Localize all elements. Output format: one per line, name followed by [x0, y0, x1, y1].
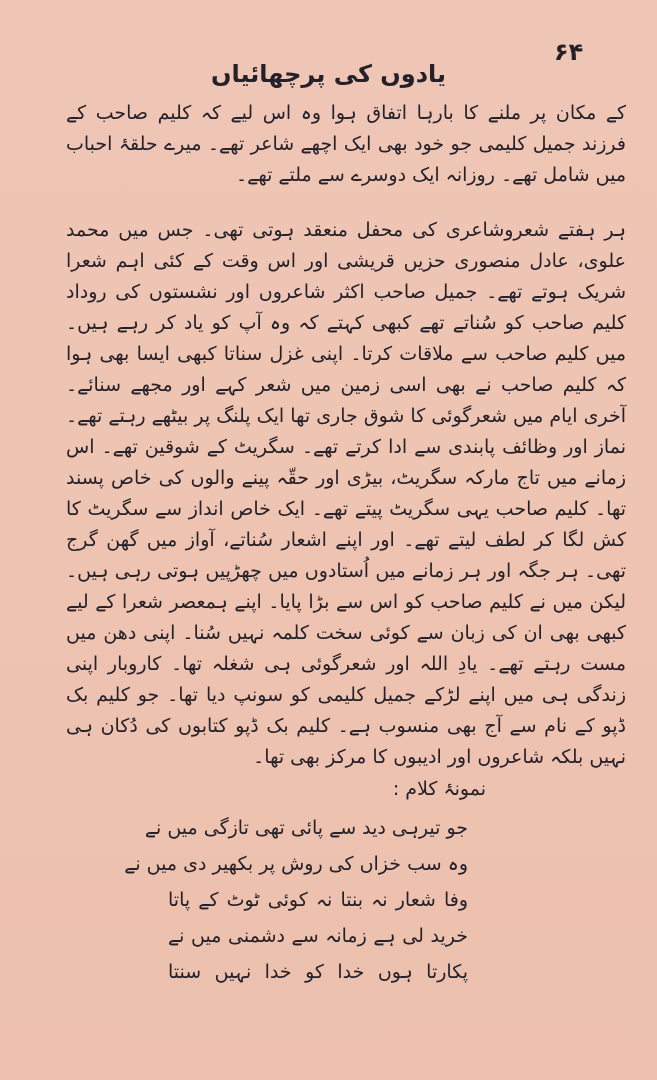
verse-line: وفا شعار نہ بنتا نہ کوئی ٹوٹ کے پاتا [168, 889, 468, 911]
verse-line: جو تیرہی دید سے پائی تھی تازگی میں نے [144, 817, 468, 839]
verse-line: وہ سب خزاں کی روش پر بکھیر دی میں نے [124, 853, 468, 875]
verse-line: پکارتا ہوں خدا کو خدا نہیں سنتا [168, 961, 468, 983]
sample-heading: نمونۂ کلام : [392, 778, 486, 800]
paragraph-1: کے مکان پر ملنے کا بارہا اتفاق ہوا وہ اس لیے کہ کلیم صاحب کے فرزند جمیل کلیمی جو خود بھی ایک اچھے شاعر تھے۔ میرے حلقۂ احباب میں شامل تھے۔ روزانہ ایک دوسرے سے ملتے تھے۔ [66, 102, 626, 186]
verse-list [124, 810, 468, 990]
paragraph-2: ہر ہفتے شعروشاعری کی محفل منعقد ہوتی تھی۔ جس میں محمد علوی، عادل منصوری حزیں قریشی اور اس وقت کے کئی اہم شعرا شریک ہوتے تھے۔ جمیل صاحب اکثر شاعروں اور نشستوں کی روداد کلیم صاحب کو سُناتے تھے کبھی کہتے کہ وہ آپ کو یاد کر رہے ہیں۔ میں کلیم صاحب سے ملاقات کرتا۔ اپنی غزل سناتا کبھی ایسا بھی ہوا کہ کلیم صاحب نے بھی اسی زمین میں شعر کہے اور مجھے سنائے۔ آخری ایام میں شعرگوئی کا شوق جاری تھا ایک پلنگ پر بیٹھے رہتے تھے۔ نماز اور وظائف پابندی سے ادا کرتے تھے۔ سگریٹ کے شوقین تھے۔ اس زمانے میں تاج مارکہ سگریٹ، بیڑی اور حقّہ پینے والوں کی خاص پسند تھا۔ کلیم صاحب یہی سگریٹ پیتے تھے۔ ایک خاص انداز سے سگریٹ کا کش لگا کر لطف لیتے تھے۔ اور اپنے اشعار سُناتے، آواز میں گھن گرج تھی۔ ہر جگہ اور ہر زمانے میں اُستادوں میں چھڑپیں ہوتی رہی ہیں۔ لیکن میں نے کلیم صاحب کو اس سے بڑا پایا۔ اپنے ہمعصر شعرا کے لیے کبھی بھی ان کی زبان سے کوئی سخت کلمہ نہیں سُنا۔ اپنی دھن میں مست رہتے تھے۔ یادِ اللہ اور شعرگوئی ہی شغلہ تھا۔ کاروبار اپنی زندگی ہی میں اپنے لڑکے جمیل کلیمی کو سونپ دیا تھا۔ جو کلیم بک ڈپو کے نام سے آج بھی منسوب ہے۔ کلیم بک ڈپو کتابوں کی دُکان ہی نہیں بلکہ شاعروں اور ادیبوں کا مرکز بھی تھا۔ [66, 219, 626, 768]
running-title: یادوں کی پرچھائیاں [210, 60, 447, 88]
page-number: ۶۴ [554, 38, 584, 66]
verse-line: خرید لی ہے زمانہ سے دشمنی میں نے [168, 925, 468, 947]
